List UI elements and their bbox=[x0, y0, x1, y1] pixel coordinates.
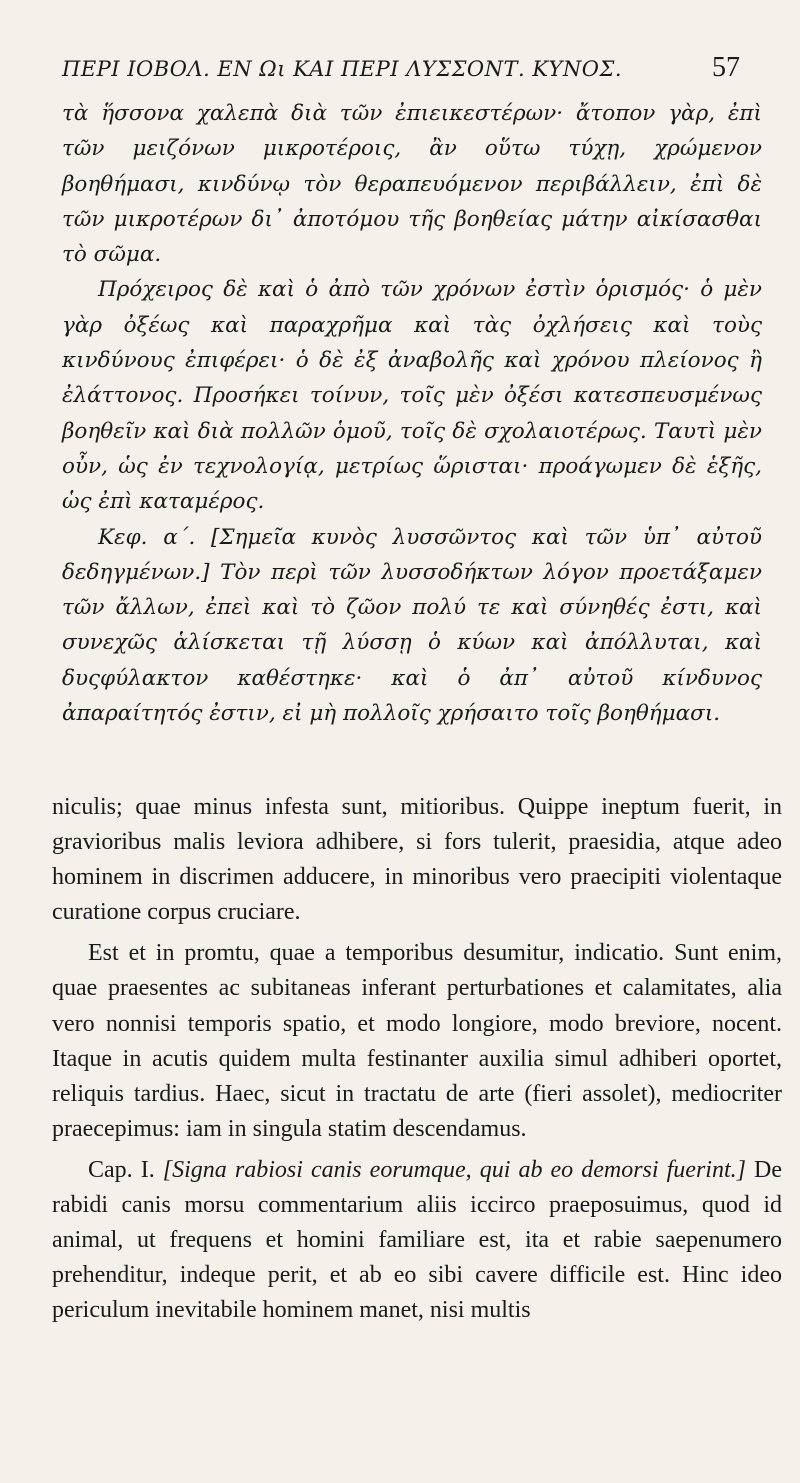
latin-text-block bbox=[52, 790, 782, 1328]
greek-chapter-text: Τὸν περὶ τῶν λυσσοδήκτων λόγον προετάξαμεν τῶν ἄλλων, ἐπεὶ καὶ τὸ ζῶον πολύ τε καὶ σύνηθές ἐστι, καὶ συνεχῶς ἁλίσκεται τῇ λύσσῃ ὁ κύων καὶ ἀπόλλυται, καὶ δυςφύλακτον καθέστηκε· καὶ ὁ ἀπ᾽ αὐτοῦ κίνδυνος ἀπαραίτητός ἐστιν, εἰ μὴ πολλοῖς χρήσαιτο τοῖς βοηθήμασι. bbox=[62, 559, 762, 727]
greek-paragraph-3 bbox=[62, 520, 762, 732]
latin-paragraph-3 bbox=[52, 1153, 782, 1328]
greek-chapter-heading: [Σημεῖα κυνὸς λυσσῶντος καὶ τῶν ὑπ᾽ αὐτοῦ δεδηγμένων.] bbox=[62, 524, 762, 585]
latin-paragraph-1: niculis; quae minus infesta sunt, mitioribus. Quippe ineptum fuerit, in gravioribus malis leviora adhibere, si fors tulerit, praesidia, atque adeo hominem in discrimen adducere, in minoribus vero praecipiti violentaque curatione corpus cruciare. bbox=[52, 794, 782, 926]
greek-paragraph-2: Πρόχειρος δὲ καὶ ὁ ἀπὸ τῶν χρόνων ἐστὶν ὁρισμός· ὁ μὲν γὰρ ὀξέως καὶ παραχρῆμα καὶ τὰς ὀχλήσεις καὶ τοὺς κινδύνους ἐπιφέρει· ὁ δὲ ἐξ ἀναβολῆς καὶ χρόνου πλείονος ἢ ἐλάττονος. Προσήκει τοίνυν, τοῖς μὲν ὀξέσι κατεσπευσμένως βοηθεῖν καὶ διὰ πολλῶν ὁμοῦ, τοῖς δὲ σχολαιοτέρως. Ταυτὶ μὲν οὖν, ὡς ἐν τεχνολογίᾳ, μετρίως ὥρισται· προάγωμεν δὲ ἑξῆς, ὡς ἐπὶ καταμέρος. bbox=[62, 277, 762, 515]
latin-chapter-heading: [Signa rabiosi canis eorumque, qui ab eo demorsi fuerint.] bbox=[162, 1156, 746, 1183]
greek-paragraph-1: τὰ ἥσσονα χαλεπὰ διὰ τῶν ἐπιεικεστέρων· ἄτοπον γὰρ, ἐπὶ τῶν μειζόνων μικροτέροις, ἂν οὕτω τύχῃ, χρώμενον βοηθήμασι, κινδύνῳ τὸν θεραπευόμενον περιβάλλειν, ἐπὶ δὲ τῶν μικροτέρων δι᾽ ἀποτόμου τῆς βοηθείας μάτην αἰκίσασθαι τὸ σῶμα. bbox=[62, 101, 762, 268]
latin-chapter-text: De rabidi canis morsu commentarium aliis iccirco praeposuimus, quod id animal, ut frequens et homini familiare est, ita et rabie saepenumero prehenditur, indeque perit, et ab eo sibi cavere difficile est. Hinc ideo periculum inevitabile hominem manet, nisi multis bbox=[52, 1156, 783, 1324]
running-title: ΠΕΡΙ ΙΟΒΟΛ. ΕΝ Ωι ΚΑΙ ΠΕΡΙ ΛΥΣΣΟΝΤ. ΚΥΝΟΣ. bbox=[62, 57, 623, 81]
page-number: 57 bbox=[712, 52, 740, 83]
running-head bbox=[62, 52, 740, 84]
greek-text-block bbox=[62, 96, 762, 731]
latin-paragraph-2: Est et in promtu, quae a temporibus desumitur, indicatio. Sunt enim, quae praesentes ac subitaneas inferant perturbationes et calamitates, alia vero nonnisi temporis spatio, et modo longiore, modo breviore, nocent. Itaque in acutis quidem multa festinanter auxilia simul adhiberi oportet, reliquis tardius. Haec, sicut in tractatu de arte (fieri assolet), mediocriter praecepimus: iam in singula statim descendamus. bbox=[52, 940, 782, 1142]
greek-chapter-number: Κεφ. α΄. bbox=[98, 524, 196, 550]
latin-chapter-number: Cap. I. bbox=[88, 1156, 155, 1183]
